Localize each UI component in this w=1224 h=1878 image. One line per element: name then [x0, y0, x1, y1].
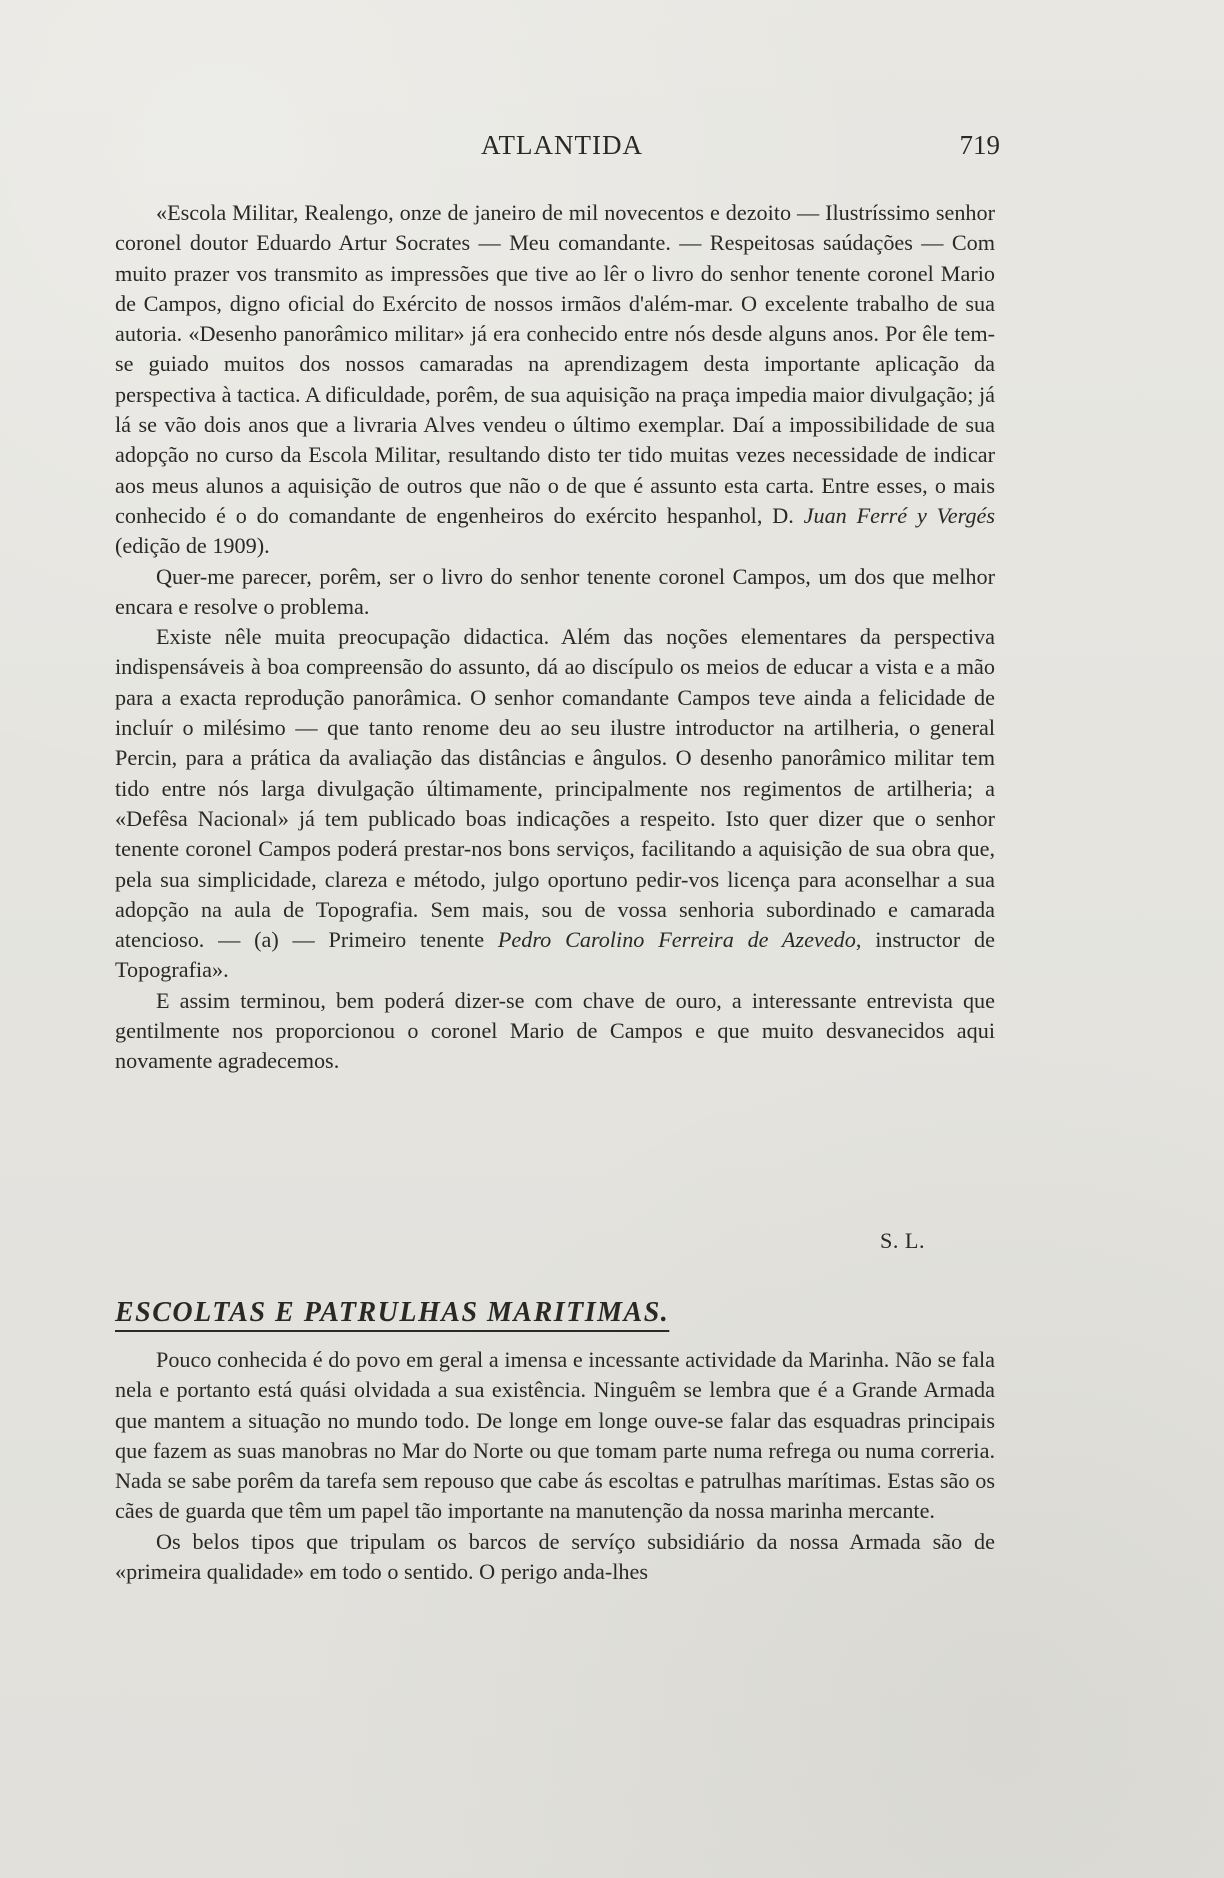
letter-paragraph-3-italic-name: Pedro Carolino Ferreira de Azevedo: [497, 927, 856, 953]
letter-paragraph-1-text-before: «Escola Militar, Realengo, onze de janeiro de mil novecentos e dezoito — Ilustríssimo senhor coronel doutor Eduardo Artur Socrates — Meu comandante. — Respeitosas saúdações — Com muito prazer vos transmito as impressões que tive ao lêr o livro do senhor tenente coronel Mario de Campos, digno oficial do Exército de nossos irmãos d'além-mar. O excelente trabalho de sua autoria. «Desenho panorâmico militar» já era conhecido entre nós desde alguns anos. Por êle tem-se guiado muitos dos nossos camaradas na aprendizagem desta importante aplicação da perspectiva à tactica. A dificuldade, porêm, de sua aquisição na praça impedia maior divulgação; já lá se vão dois anos que a livraria Alves vendeu o último exemplar. Daí a impossibilidade de sua adopção no curso da Escola Militar, resultando disto ter tido muitas vezes necessidade de indicar aos meus alunos a aquisição de outros que não o de que é assunto esta carta. Entre esses, o mais conhecido é o do comandante de engenheiros do exército hespanhol, D.: [115, 200, 995, 528]
section-paragraph-2: Os belos tipos que tripulam os barcos de servíço subsidiário da nossa Armada são de «primeira qualidade» em todo o sentido. O perigo anda-lhes: [115, 1528, 995, 1585]
letter-paragraph-3: [115, 622, 995, 986]
section-paragraph-1: Pouco conhecida é do povo em geral a imensa e incessante actividade da Marinha. Não se fala nela e portanto está quási olvidada a sua existência. Ninguêm se lembra que é a Grande Armada que mantem a situação no mundo todo. De longe em longe ouve-se falar das esquadras principais que fazem as suas manobras no Mar do Norte ou que tomam parte numa refrega ou numa correria. Nada se sabe porêm da tarefa sem repouso que cabe ás escoltas e patrulhas marítimas. Estas são os cães de guarda que têm um papel tão importante na manutenção da nossa marinha mercante.: [115, 1347, 995, 1524]
letter-paragraph-3-text-after: , instructor de Topografia».: [115, 927, 995, 983]
running-title: ATLANTIDA: [481, 130, 643, 160]
article-signature: S. L.: [880, 1228, 926, 1253]
section-text-block: [115, 1345, 995, 1587]
letter-paragraph-1: [115, 198, 995, 562]
section-heading: ESCOLTAS E PATRULHAS MARITIMAS.: [115, 1297, 670, 1329]
letter-paragraph-2: Quer-me parecer, porêm, ser o livro do senhor tenente coronel Campos, um dos que melhor encara e resolve o problema.: [115, 563, 995, 619]
letter-paragraph-4: E assim terminou, bem poderá dizer-se com chave de ouro, a interessante entrevista que gentilmente nos proporcionou o coronel Mario de Campos e que muito desvanecidos aqui novamente agradecemos.: [115, 987, 995, 1074]
page-header: [115, 130, 1000, 166]
page-number: 719: [959, 130, 1000, 160]
letter-paragraph-1-italic-name: Juan Ferré y Vergés: [803, 502, 995, 528]
letter-paragraph-1-text-after: (edição de 1909).: [115, 533, 270, 559]
letter-text-block: [115, 198, 995, 1077]
letter-paragraph-3-text-before: Existe nêle muita preocupação didactica. Além das noções elementares da perspectiva indispensáveis à boa compreensão do assunto, dá ao discípulo os meios de educar a vista e a mão para a exacta reprodução panorâmica. O senhor comandante Campos teve ainda a felicidade de incluír o milésimo — que tanto renome deu ao seu ilustre introductor na artilheria, o general Percin, para a prática da avaliação das distâncias e ângulos. O desenho panorâmico militar tem tido entre nós larga divulgação últimamente, principalmente nos regimentos de artilheria; a «Defêsa Nacional» já tem publicado boas indicações a respeito. Isto quer dizer que o senhor tenente coronel Campos poderá prestar-nos bons serviços, facilitando a aquisição de sua obra que, pela sua simplicidade, clareza e método, julgo oportuno pedir-vos licença para aconselhar a sua adopção na aula de Topografia. Sem mais, sou de vossa senhoria subordinado e camarada atencioso. — (a) — Primeiro tenente: [115, 624, 995, 953]
